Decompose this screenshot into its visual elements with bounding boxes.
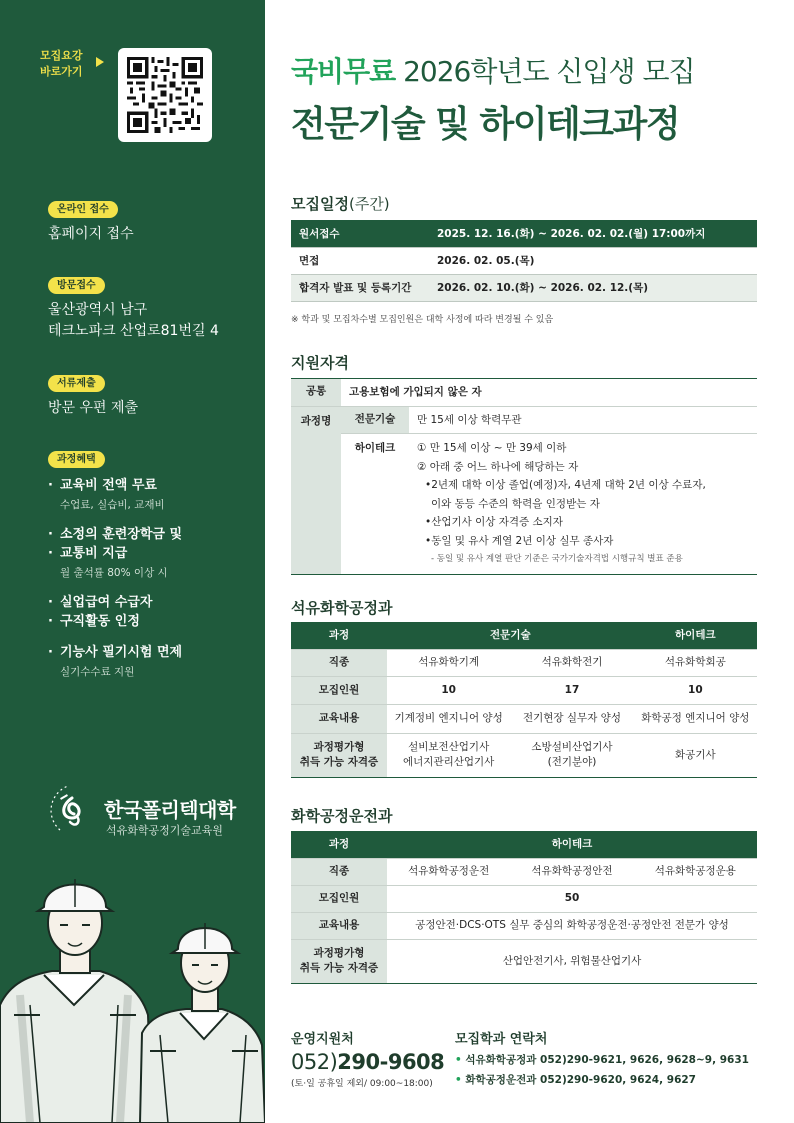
table-row <box>291 274 757 301</box>
schedule-title-suffix: (주간) <box>348 195 390 213</box>
table-cell: 석유화학공정운용 <box>634 858 757 885</box>
online-apply-badge: 온라인 접수 <box>48 201 118 218</box>
support-hours: (토·일 공휴일 제외/ 09:00~18:00) <box>291 1079 433 1089</box>
qr-label-line1: 모집요강 <box>40 49 83 62</box>
sidebar <box>0 0 265 1123</box>
table-header-cell: 전문기술 <box>387 622 634 649</box>
header-year-text: 2026학년도 신입생 모집 <box>403 55 695 88</box>
table-row <box>291 704 757 733</box>
table-cell: 석유화학공정운전 <box>387 858 510 885</box>
schedule-title <box>291 193 390 214</box>
qual-hitech-value <box>409 434 757 574</box>
row-header-line: 취득 가능 자격증 <box>299 962 379 974</box>
benefit-title: · 실업급여 수급자 <box>48 593 182 612</box>
visit-address-line1: 울산광역시 남구 <box>48 302 148 318</box>
schedule-note: ※ 학과 및 모집차수별 모집인원은 대학 사정에 따라 변경될 수 있음 <box>291 315 554 325</box>
qr-label-line2: 바로가기 <box>40 65 83 78</box>
visit-address-line2: 테크노파크 산업로81번길 4 <box>48 323 219 339</box>
main-content <box>265 0 794 1123</box>
college-name: 한국폴리텍대학 <box>104 798 236 822</box>
cert-line: 소방설비산업기사 <box>531 741 613 753</box>
dept-contact-text: 화학공정운전과 052)290-9620, 9624, 9627 <box>465 1074 696 1086</box>
table-row <box>291 939 757 983</box>
table-cell: 전기현장 실무자 양성 <box>510 704 633 733</box>
benefit-sub: 수업료, 실습비, 교재비 <box>60 499 165 511</box>
support-contact <box>291 1028 444 1089</box>
table-cell: 공정안전·DCS·OTS 실무 중심의 화학공정운전·공정안전 전문가 양성 <box>387 912 757 939</box>
table-row <box>291 733 757 777</box>
qual-line: 이와 동등 수준의 학력을 인정받는 자 <box>431 497 600 510</box>
table-cell: 석유화학기계 <box>387 649 510 676</box>
qr-code-icon <box>127 57 203 133</box>
qual-line: ② 아래 중 어느 하나에 해당하는 자 <box>417 460 579 473</box>
table-cell: 50 <box>387 885 757 912</box>
page-title: 전문기술 및 하이테크과정 <box>291 104 680 145</box>
cert-line: 에너지관리산업기사 <box>403 756 495 768</box>
qualification-title: 지원자격 <box>291 354 349 372</box>
qualification-table <box>291 378 757 575</box>
table-cell <box>387 733 510 777</box>
qual-common-value: 고용보험에 가입되지 않은 자 <box>349 386 482 398</box>
schedule-label: 합격자 발표 및 등록기간 <box>291 274 429 301</box>
benefit-title: · 교육비 전액 무료 <box>48 476 182 495</box>
header-line1 <box>291 50 695 90</box>
college-logo <box>50 778 250 848</box>
benefit-title-cont: · 교통비 지급 <box>48 544 182 563</box>
cert-line: (전기분야) <box>547 756 597 768</box>
visit-apply-badge: 방문접수 <box>48 277 105 294</box>
petro-dept-title: 석유화학공정과 <box>291 599 393 617</box>
benefit-title: · 소정의 훈련장학금 및 <box>48 525 182 544</box>
table-cell: 화공기사 <box>634 733 757 777</box>
schedule-value: 2026. 02. 05.(목) <box>429 247 757 274</box>
qual-hitech-label: 하이테크 <box>341 434 409 574</box>
phone-area-code: 052) <box>291 1050 338 1074</box>
row-header: 직종 <box>291 649 387 676</box>
college-sub: 석유화학공정기술교육원 <box>106 824 223 837</box>
table-row <box>291 676 757 704</box>
table-row <box>291 220 757 247</box>
table-cell <box>510 733 633 777</box>
schedule-label: 면접 <box>291 247 429 274</box>
documents-text: 방문 우편 제출 <box>48 400 139 416</box>
qual-line: •산업기사 이상 자격증 소지자 <box>425 516 563 528</box>
header-accent: 국비무료 <box>291 55 396 88</box>
table-row <box>291 885 757 912</box>
schedule-value: 2026. 02. 10.(화) ~ 2026. 02. 12.(목) <box>429 274 757 301</box>
table-cell: 10 <box>634 676 757 704</box>
chemop-dept-table <box>291 831 757 984</box>
phone-number: 290-9608 <box>337 1050 445 1074</box>
schedule-label: 원서접수 <box>291 220 429 247</box>
support-phone[interactable] <box>291 1050 444 1074</box>
qual-footnote: - 동일 및 유사 계열 판단 기준은 국가기술자격법 시행규칙 별표 준용 <box>431 554 683 564</box>
documents-badge: 서류제출 <box>48 375 105 392</box>
table-row <box>291 912 757 939</box>
qual-tech-label: 전문기술 <box>341 407 409 434</box>
table-cell: 석유화학전기 <box>510 649 633 676</box>
qr-code[interactable] <box>118 48 212 142</box>
online-apply-text: 홈페이지 접수 <box>48 226 134 242</box>
schedule-title-main: 모집일정 <box>291 195 349 213</box>
table-cell: 기계정비 엔지니어 양성 <box>387 704 510 733</box>
chemop-dept-title: 화학공정운전과 <box>291 807 393 825</box>
qual-course-label: 과정명 <box>291 407 341 574</box>
table-header-cell: 과정 <box>291 831 387 858</box>
table-row <box>291 858 757 885</box>
dept-contact-line[interactable] <box>455 1072 749 1087</box>
benefit-sub: 월 출석률 80% 이상 시 <box>60 567 168 579</box>
row-header: 교육내용 <box>291 912 387 939</box>
table-row <box>341 434 757 574</box>
qual-course-rows <box>341 407 757 574</box>
table-cell: 17 <box>510 676 633 704</box>
table-row <box>291 831 757 858</box>
polytech-logo-icon <box>50 778 106 842</box>
benefits-badge: 과정혜택 <box>48 451 105 468</box>
benefit-title: · 기능사 필기시험 면제 <box>48 643 182 662</box>
table-row <box>291 649 757 676</box>
visit-address <box>48 300 219 342</box>
table-row <box>291 247 757 274</box>
bullet-icon: • <box>455 1054 466 1066</box>
row-header <box>291 733 387 777</box>
table-header-cell: 하이테크 <box>387 831 757 858</box>
benefit-sub: 실기수수료 지원 <box>60 666 135 678</box>
petro-dept-table <box>291 622 757 778</box>
table-row <box>291 379 757 407</box>
visit-apply-section <box>48 273 219 342</box>
online-apply-section <box>48 197 134 245</box>
table-row <box>291 622 757 649</box>
table-cell: 석유화학공정안전 <box>510 858 633 885</box>
dept-contacts-title: 모집학과 연락처 <box>455 1032 548 1047</box>
table-header-cell: 과정 <box>291 622 387 649</box>
table-cell: 10 <box>387 676 510 704</box>
row-header-line: 취득 가능 자격증 <box>299 756 379 768</box>
benefit-title-cont: · 구직활동 인정 <box>48 612 182 631</box>
row-header: 모집인원 <box>291 885 387 912</box>
table-cell: 화학공정 엔지니어 양성 <box>634 704 757 733</box>
table-header-cell: 하이테크 <box>634 622 757 649</box>
row-header-line: 과정평가형 <box>313 947 365 959</box>
arrow-right-icon <box>96 57 104 67</box>
row-header: 모집인원 <box>291 676 387 704</box>
benefit-item <box>48 476 182 513</box>
dept-contact-text: 석유화학공정과 052)290-9621, 9626, 9628~9, 9631 <box>465 1054 749 1066</box>
qual-line: •동일 및 유사 계열 2년 이상 실무 종사자 <box>425 534 614 547</box>
qual-line: •2년제 대학 이상 졸업(예정)자, 4년제 대학 2년 이상 수료자, <box>425 479 706 491</box>
qual-line: ① 만 15세 이상 ~ 만 39세 이하 <box>417 442 567 454</box>
table-cell: 석유화학회공 <box>634 649 757 676</box>
schedule-table <box>291 220 757 302</box>
row-header <box>291 939 387 983</box>
qual-course-block <box>291 407 757 574</box>
benefit-item <box>48 643 182 680</box>
qr-label <box>40 48 83 80</box>
dept-contact-line[interactable] <box>455 1052 749 1067</box>
cert-line: 설비보전산업기사 <box>408 741 490 753</box>
schedule-value: 2025. 12. 16.(화) ~ 2026. 02. 02.(월) 17:00까지 <box>429 220 757 247</box>
bullet-icon: • <box>455 1074 466 1086</box>
table-row <box>341 407 757 435</box>
qual-common-label: 공통 <box>291 379 341 406</box>
workers-illustration <box>0 855 265 1123</box>
row-header-line: 과정평가형 <box>313 741 365 753</box>
table-cell: 산업안전기사, 위험물산업기사 <box>387 939 757 983</box>
row-header: 직종 <box>291 858 387 885</box>
qual-tech-value: 만 15세 이상 학력무관 <box>417 413 522 426</box>
benefit-item <box>48 593 182 631</box>
row-header: 교육내용 <box>291 704 387 733</box>
documents-section <box>48 371 138 419</box>
support-title: 운영지원처 <box>291 1032 354 1047</box>
benefit-item <box>48 525 182 581</box>
benefits-section <box>48 447 182 680</box>
dept-contacts <box>455 1028 749 1087</box>
